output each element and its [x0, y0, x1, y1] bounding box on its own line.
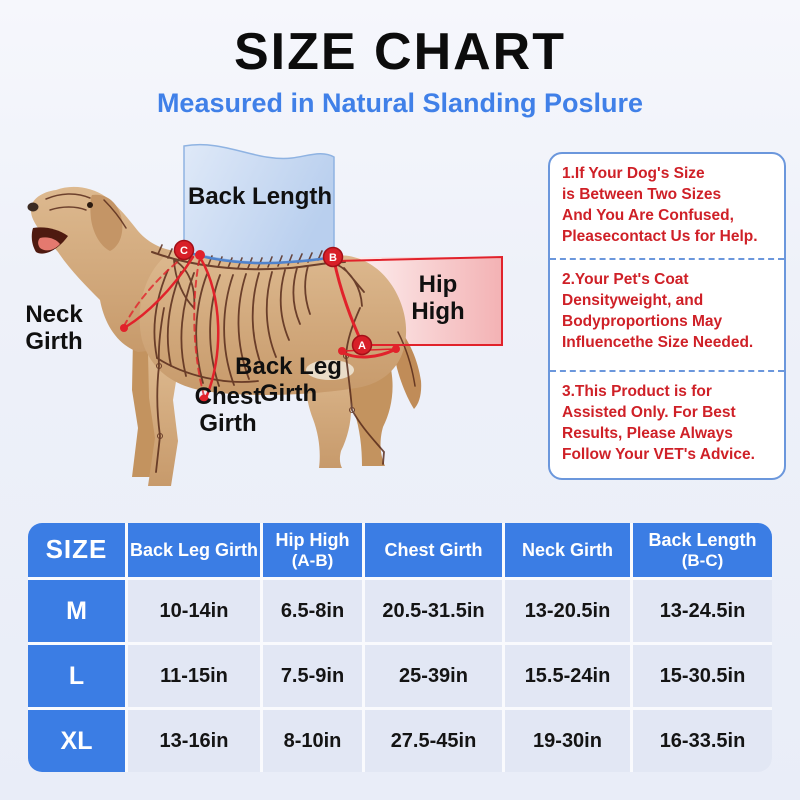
marker-a — [353, 336, 372, 355]
column-header-size: SIZE — [28, 523, 125, 577]
note-line: Bodyproportions May — [562, 313, 723, 330]
page-subtitle: Measured in Natural Slanding Poslure — [156, 88, 644, 118]
table-cell: 25-39in — [365, 645, 502, 707]
note-2 — [550, 258, 784, 370]
back-length-label: Back Length — [187, 183, 333, 210]
note-line: Influencethe Size Needed. — [562, 334, 754, 351]
column-header-hip-high: Hip High (A-B) — [263, 523, 362, 577]
table-cell: 15.5-24in — [505, 645, 630, 707]
hip-high-label: Hip High — [411, 271, 465, 325]
table-cell: 10-14in — [128, 580, 260, 642]
marker-b — [324, 248, 343, 267]
note-line: Assisted Only. For Best — [562, 404, 736, 421]
table-cell: 13-20.5in — [505, 580, 630, 642]
table-cell: 13-16in — [128, 710, 260, 772]
table-cell: 8-10in — [263, 710, 362, 772]
table-cell: 20.5-31.5in — [365, 580, 502, 642]
note-line: 2.Your Pet's Coat — [562, 271, 689, 288]
table-cell: 13-24.5in — [633, 580, 772, 642]
table-cell: 19-30in — [505, 710, 630, 772]
column-header-back-leg-girth: Back Leg Girth — [128, 523, 260, 577]
neck-girth-label: Neck Girth — [25, 301, 83, 355]
note-line: 1.If Your Dog's Size — [562, 165, 705, 182]
row-m-size: M — [28, 580, 125, 642]
back-leg-girth-label: Back Leg Girth — [235, 353, 342, 407]
note-3 — [550, 370, 784, 478]
chest-girth-label: Chest Girth — [194, 383, 262, 437]
note-line: is Between Two Sizes — [562, 186, 722, 203]
note-line: Follow Your VET's Advice. — [562, 446, 755, 463]
marker-a-label: A — [358, 340, 366, 352]
table-cell: 7.5-9in — [263, 645, 362, 707]
note-line: Pleasecontact Us for Help. — [562, 228, 758, 245]
note-line: And You Are Confused, — [562, 207, 734, 224]
marker-b-label: B — [329, 252, 337, 264]
notes-panel — [548, 152, 786, 480]
column-header-chest-girth: Chest Girth — [365, 523, 502, 577]
row-xl-size: XL — [28, 710, 125, 772]
note-line: Densityweight, and — [562, 292, 704, 309]
table-cell: 27.5-45in — [365, 710, 502, 772]
note-1 — [550, 154, 784, 258]
note-line: 3.This Product is for — [562, 383, 712, 400]
row-l-size: L — [28, 645, 125, 707]
note-line: Results, Please Always — [562, 425, 733, 442]
marker-c-label: C — [180, 245, 188, 257]
table-cell: 11-15in — [128, 645, 260, 707]
marker-c — [175, 241, 194, 260]
table-cell: 16-33.5in — [633, 710, 772, 772]
table-cell: 6.5-8in — [263, 580, 362, 642]
size-table — [28, 523, 772, 772]
page-title: SIZE CHART — [234, 23, 566, 81]
column-header-back-length: Back Length (B-C) — [633, 523, 772, 577]
table-cell: 15-30.5in — [633, 645, 772, 707]
column-header-neck-girth: Neck Girth — [505, 523, 630, 577]
